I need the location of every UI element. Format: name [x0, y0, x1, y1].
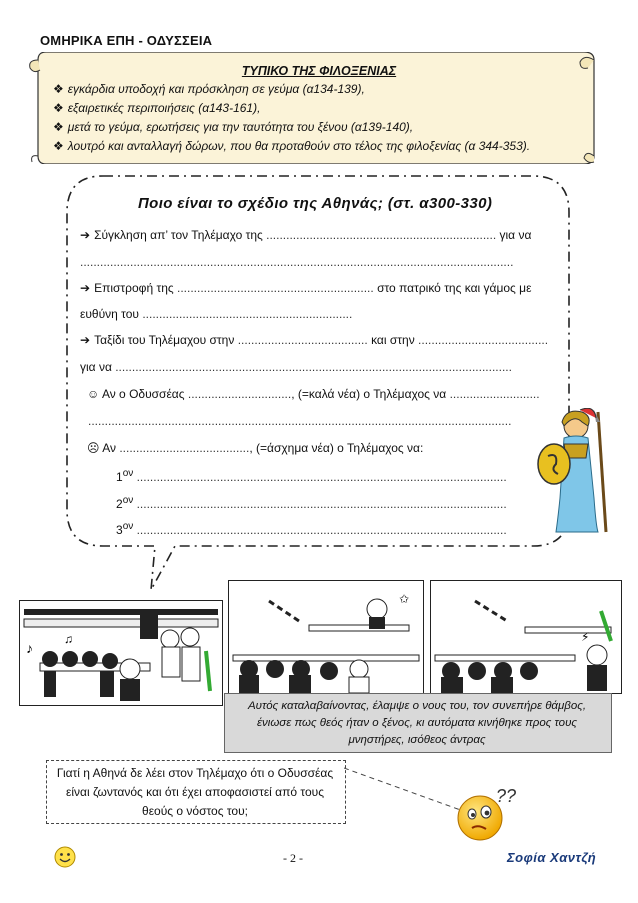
diamond-bullet-icon: ❖ [53, 82, 64, 96]
arrow-right-icon: ➔ [80, 228, 91, 242]
plan-line-2: ➔ Επιστροφή της ........................................................... στο πατρικό της και γάμος με [80, 281, 532, 295]
scroll-item: ❖ λουτρό και ανταλλαγή δώρων, που θα προταθούν στο τέλος της φιλοξενίας (α 344-353). [53, 139, 531, 153]
numbered-line-1: $1^{o\nu}$ ............................................................................................................... [116, 468, 507, 484]
scroll-title: ΤΥΠΙΚΟ ΤΗΣ ΦΙΛΟΞΕΝΙΑΣ [241, 64, 397, 78]
caption-text: Αυτός καταλαβαίνοντας, έλαμψε ο νους του, τον συνεπήρε θάμβος, ένιωσε πως θεός ήταν ο ξένος, κι αυτόματα κινήθηκε προς τους μνηστήρες, ισόθεος άντρας [247, 700, 587, 746]
scroll-item: ❖ εγκάρδια υποδοχή και πρόσκληση σε γεύμα (α134-139), [53, 82, 365, 96]
arrow-right-icon: ➔ [80, 281, 91, 295]
arrow-right-icon: ➔ [80, 333, 91, 347]
svg-text:♪: ♪ [26, 640, 33, 656]
smiley-icon: ☺ [87, 387, 100, 401]
svg-text:✩: ✩ [399, 592, 410, 606]
svg-text:♫: ♫ [64, 632, 73, 646]
page-number: - 2 - [283, 851, 303, 865]
comic-panel-1 [19, 600, 223, 706]
question-marks: ?? [496, 786, 517, 806]
scroll-item: ❖ μετά το γεύμα, ερωτήσεις για την ταυτότητα του ξένου (α139-140), [53, 120, 414, 134]
diamond-bullet-icon: ❖ [53, 139, 64, 153]
smiley-icon [54, 846, 76, 868]
question-text: Γιατί η Αθηνά δε λέει στον Τηλέμαχο ότι ο Οδυσσέας είναι ζωντανός και ότι έχει αποφασιστεί από τους θεούς ο νόστος του; [56, 766, 334, 818]
blank-line: .................................................................................................................................. [80, 255, 514, 269]
bubble-title: Ποιο είναι το σχέδιο της Αθηνάς; (στ. α300-330) [138, 195, 493, 212]
comic-panel-2 [228, 580, 424, 694]
plan-line-good-news: ☺ Αν ο Οδυσσέας ..............................., (=καλά νέα) ο Τηλέμαχος να ........................... [87, 387, 540, 401]
plan-line-bad-news: ☹ Αν ......................................., (=άσχημα νέα) ο Τηλέμαχος να: [87, 441, 424, 455]
scroll-list [53, 80, 593, 156]
plan-line-3: ➔ Ταξίδι του Τηλέμαχου στην ....................................... και στην ....................................... [80, 333, 549, 347]
athena-illustration [536, 408, 622, 534]
diamond-bullet-icon: ❖ [53, 101, 64, 115]
connector-line [344, 766, 470, 816]
page-header: ΟΜΗΡΙΚΑ ΕΠΗ - ΟΔΥΣΣΕΙΑ [40, 33, 213, 48]
plan-line-3b: για να ....................................................................................................................... [80, 360, 512, 374]
plan-line-1: ➔ Σύγκληση απ’ τον Τηλέμαχο της ..................................................................... για να [80, 228, 532, 242]
plan-line-2b: ευθύνη του ............................................................... [80, 307, 353, 321]
numbered-line-3: $3^{o\nu}$ ............................................................................................................... [116, 521, 507, 537]
author-name: Σοφία Χαντζή [507, 850, 597, 865]
scroll-item: ❖ εξαιρετικές περιποιήσεις (α143-161), [53, 101, 261, 115]
comic-panel-3 [430, 580, 622, 694]
frowny-icon: ☹ [87, 441, 100, 455]
diamond-bullet-icon: ❖ [53, 120, 64, 134]
blank-line: ............................................................................................................................... [88, 414, 512, 428]
svg-text:⚡: ⚡ [581, 630, 590, 644]
numbered-line-2: $2^{o\nu}$ ............................................................................................................... [116, 495, 507, 511]
